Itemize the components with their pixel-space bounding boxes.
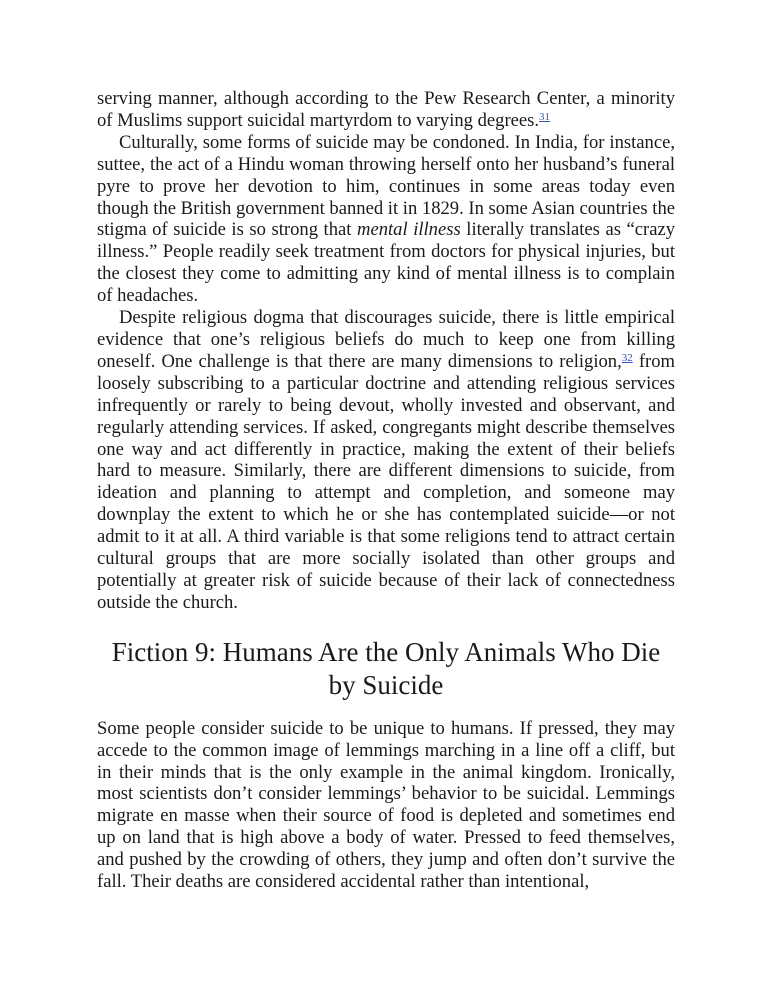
text-run: literally translates as “crazy illness.” People readily seek treatment from doctors for physical injuries, but the closest they come to admitting any kind of mental illness is to complain of headaches. <box>97 219 676 307</box>
text-run: Culturally, some forms of suicide may be condoned. In India, for instance, suttee, the act of a Hindu woman throwing herself onto her husband’s funeral pyre to prove her devotion to him, continues in some areas today even though the British government banned it in 1829. In some Asian countries the stigma of suicide is so strong that <box>97 131 675 241</box>
text-run: Despite religious dogma that discourages suicide, there is little empirical evidence that one’s religious beliefs do much to keep one from killing oneself. One challenge is that there are many dimensions to religion, <box>97 307 675 372</box>
body-text-top <box>97 88 675 614</box>
text-run: from loosely subscribing to a particular doctrine and attending religious services infrequently or rarely to being devout, wholly invested and observant, and regularly attending services. If asked, congregants might describe themselves one way and act differently in practice, making the extent of their beliefs hard to measure. Similarly, there are different dimensions to suicide, from ideation and planning to attempt and completion, and someone may downplay the extent to which he or she has contemplated suicide—or not admit to it at all. A third variable is that some religions tend to attract certain cultural groups that are more socially isolated than other groups and potentially at greater risk of suicide because of their lack of connectedness outside the church. <box>97 350 676 613</box>
paragraph <box>97 88 675 132</box>
section-heading: Fiction 9: Humans Are the Only Animals Who Die by Suicide <box>111 636 661 700</box>
footnote-link[interactable]: 31 <box>539 110 551 123</box>
text-run: serving manner, although according to the Pew Research Center, a minority of Muslims support suicidal martyrdom to varying degrees. <box>97 88 675 131</box>
paragraph <box>97 307 675 614</box>
footnote-link[interactable]: 32 <box>621 351 633 364</box>
paragraph <box>97 132 675 307</box>
text-run: Some people consider suicide to be unique to humans. If pressed, they may accede to the common image of lemmings marching in a line off a cliff, but in their minds that is the only example in the animal kingdom. Ironically, most scientists don’t consider lemmings’ behavior to be suicidal. Lemmings migrate en masse when their source of food is depleted and sometimes end up on land that is high above a body of water. Pressed to feed themselves, and pushed by the crowding of others, they jump and often don’t survive the fall. Their deaths are considered accidental rather than intentional, <box>97 717 675 893</box>
paragraph <box>97 718 675 893</box>
book-page <box>97 88 675 893</box>
italic-term: mental illness <box>357 219 461 241</box>
body-text-bottom <box>97 718 675 893</box>
